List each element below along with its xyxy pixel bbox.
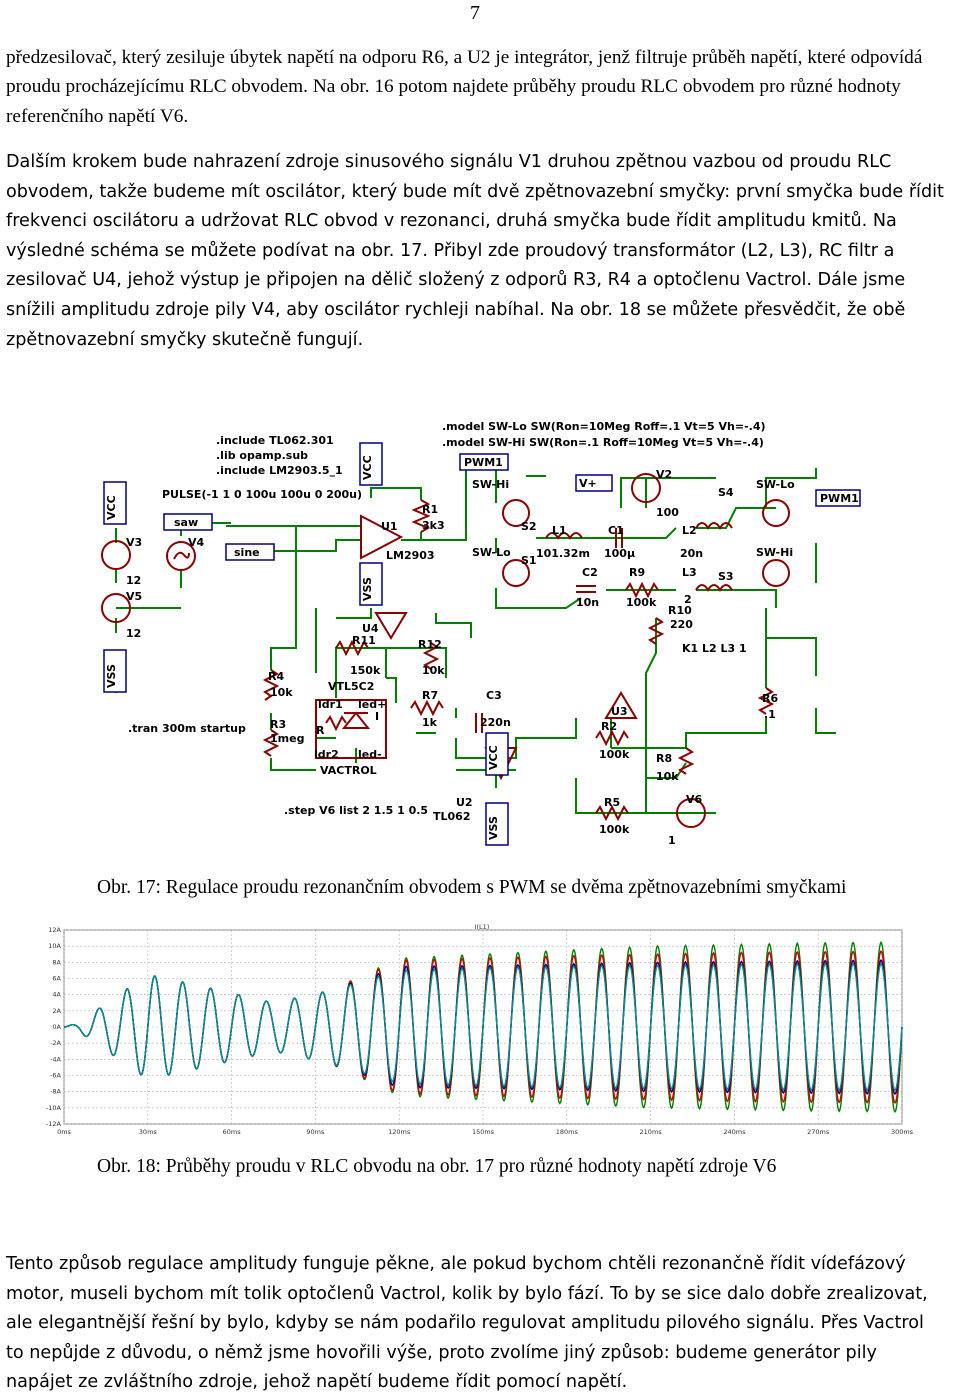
r1-label: R1 <box>422 503 439 516</box>
pwm1-net-label-top: PWM1 <box>464 456 503 469</box>
v4-label: V4 <box>188 536 205 549</box>
sw-lo-label-left: SW-Lo <box>472 546 511 559</box>
v6-value: 1 <box>668 834 676 847</box>
sw-hi-label-right: SW-Hi <box>756 546 794 559</box>
l2-value: 20n <box>680 547 704 560</box>
ldr1-label: ldr1 <box>318 698 343 711</box>
y-tick-label: 0A <box>52 1023 61 1031</box>
sw-lo-label-right: SW-Lo <box>756 478 795 491</box>
x-tick-label: 300ms <box>890 1128 914 1136</box>
coupling-directive: K1 L2 L3 1 <box>682 642 747 655</box>
u1-part: LM2903 <box>386 549 435 562</box>
c3-value: 220n <box>480 716 511 729</box>
r10-value: 220 <box>670 618 693 631</box>
vactrol-r-label: R <box>316 724 325 737</box>
v2-label: V2 <box>656 468 673 481</box>
figure-18-caption: Obr. 18: Průběhy proudu v RLC obvodu na obr. 17 pro různé hodnoty napětí zdroje V6 <box>97 1156 777 1177</box>
v3-value: 12 <box>126 574 142 587</box>
s4-label: S4 <box>718 486 734 499</box>
y-tick-label: -10A <box>45 1103 61 1112</box>
y-tick-label: 8A <box>52 958 61 967</box>
r6-value: .1 <box>764 708 776 721</box>
s1-label: S1 <box>521 554 537 567</box>
l3-label: L3 <box>682 566 697 579</box>
vactrol-i-label: I <box>375 710 380 723</box>
vactrol-label: VACTROL <box>320 764 377 777</box>
u2-label: U2 <box>456 796 473 809</box>
sw-hi-label-left: SW-Hi <box>472 478 510 491</box>
r5-label: R5 <box>604 796 621 809</box>
v2-value: 100 <box>656 506 679 519</box>
vcc-flag-left: VCC <box>105 495 118 520</box>
page-number: 7 <box>470 2 480 24</box>
r11-value: 150k <box>350 664 381 677</box>
r8-label: R8 <box>656 752 673 765</box>
r12-value: 10k <box>422 664 445 677</box>
x-tick-label: 240ms <box>723 1128 746 1136</box>
y-tick-label: 6A <box>52 974 61 983</box>
c2-value: 10n <box>576 596 600 609</box>
r1-value: 3k3 <box>422 519 445 532</box>
x-tick-label: 0ms <box>57 1128 71 1136</box>
r4-value: 10k <box>270 686 293 699</box>
y-tick-label: -4A <box>50 1055 61 1064</box>
c1-label: C1 <box>608 524 624 537</box>
x-tick-label: 210ms <box>639 1128 662 1136</box>
vtl5c2-label: VTL5C2 <box>328 680 375 693</box>
chart-title: I(L1) <box>474 923 490 931</box>
saw-net-label: saw <box>174 516 199 529</box>
model-sw-hi-directive: .model SW-Hi SW(Ron=.1 Roff=10Meg Vt=5 Vh=-.4) <box>442 436 764 449</box>
pwm1-net-label-right: PWM1 <box>820 492 859 505</box>
r3-value: 1meg <box>270 732 305 745</box>
tran-directive: .tran 300m startup <box>128 722 246 735</box>
y-tick-label: 4A <box>52 990 61 999</box>
y-tick-label: -2A <box>50 1039 61 1048</box>
y-tick-label: -12A <box>45 1120 61 1128</box>
r8-value: 10k <box>656 770 679 783</box>
model-sw-lo-directive: .model SW-Lo SW(Ron=10Meg Roff=.1 Vt=5 Vh=-.4) <box>442 420 766 433</box>
vcc-flag-u2: VCC <box>487 745 500 770</box>
x-tick-label: 90ms <box>306 1128 325 1136</box>
l3-value: 2 <box>684 593 692 606</box>
paragraph-figure-17-intro: Dalším krokem bude nahrazení zdroje sinusového signálu V1 druhou zpětnou vazbou od proudu RLC obvodem, takže budeme mít oscilátor, který bude mít dvě zpětnovazební smyčky: první smyčka bude řídit frekvenci oscilátoru a udržovat RLC obvod v rezonanci, druhá smyčka bude řídit amplitudu kmitů. Na výsledné schéma se můžete podívat na obr. 17. Přibyl zde proudový transformátor (L2, L3), RC filtr a zesilovač U4, jehož výstup je připojen na dělič složený z odporů R3, R4 a optočlenu Vactrol. Dále jsme snížili amplitudu zdroje pily V4, aby oscilátor rychleji nabíhal. Na obr. 18 se můžete přesvědčit, že obě zpětnovazební smyčky skutečně fungují. <box>6 152 944 350</box>
sine-net-label: sine <box>234 546 260 559</box>
r4-label: R4 <box>268 670 285 683</box>
r7-label: R7 <box>422 689 439 702</box>
schematic-wires <box>116 468 836 813</box>
closing-paragraph: Tento způsob regulace amplitudy funguje pěkne, ale pokud bychom chtěli rezonančně řídit vídefázový motor, museli bychom mít tolik optočlenů Vactrol, kolik by bylo fází. To by se sice dalo dobře zrealizovat, ale elegantnější řešní by bylo, kdyby se nám podařilo regulovat amplitudu pilového signálu. Přes Vactrol to nepůjde z důvodu, o němž jsme hovořili výše, proto zvolíme jiný způsob: budeme generátor pily napájet ze zvláštního zdroje, jehož napětí budeme řídit pomocí napětí. <box>6 1254 928 1393</box>
r5-value: 100k <box>599 823 630 836</box>
u1-label: U1 <box>381 520 398 533</box>
c2-label: C2 <box>582 566 598 579</box>
x-tick-label: 60ms <box>222 1128 241 1136</box>
x-tick-label: 120ms <box>388 1128 411 1136</box>
r9-value: 100k <box>626 596 657 609</box>
r12-label: R12 <box>418 638 442 651</box>
v6-label: V6 <box>686 793 703 806</box>
vss-flag-u1: VSS <box>361 577 374 601</box>
y-tick-label: -8A <box>50 1087 61 1096</box>
include-tl062-directive: .include TL062.301 <box>216 434 334 447</box>
led-plus-label: led+ <box>358 698 387 711</box>
l2-label: L2 <box>682 524 697 537</box>
r11-label: R11 <box>352 634 376 647</box>
x-tick-label: 150ms <box>471 1128 495 1136</box>
r2-value: 100k <box>599 748 630 761</box>
v5-label: V5 <box>126 590 143 603</box>
ldr2-label: ldr2 <box>314 748 339 761</box>
y-tick-label: 12A <box>48 926 61 934</box>
include-lm2903-directive: .include LM2903.5_1 <box>216 464 343 477</box>
pulse-directive: PULSE(-1 1 0 100u 100u 0 200u) <box>162 488 363 501</box>
s2-label: S2 <box>521 520 537 533</box>
vss-flag-u2: VSS <box>487 816 500 840</box>
r3-label: R3 <box>270 718 287 731</box>
l1-value: 101.32m <box>536 547 590 560</box>
r10-label: R10 <box>668 604 692 617</box>
intro-paragraph: předzesilovač, který zesiluje úbytek napětí na odporu R6, a U2 je integrátor, jenž filtruje průběh napětí, které odpovídá proudu procházejícímu RLC obvodem. Na obr. 16 potom najdete průběhy proudu RLC obvodem pro různé hodnoty referenčního napětí V6. <box>6 47 923 127</box>
y-tick-label: 2A <box>52 1006 61 1015</box>
l1-label: L1 <box>552 524 567 537</box>
figure-17-caption: Obr. 17: Regulace proudu rezonančním obvodem s PWM se dvěma zpětnovazebními smyčkami <box>97 877 847 898</box>
x-tick-label: 270ms <box>807 1128 830 1136</box>
r7-value: 1k <box>422 716 437 729</box>
figure-18-chart <box>28 922 914 1140</box>
x-tick-label: 30ms <box>138 1128 157 1136</box>
u2-part: TL062 <box>433 810 471 823</box>
r9-label: R9 <box>629 566 646 579</box>
r2-label: R2 <box>601 720 618 733</box>
vplus-net-label: V+ <box>579 477 597 490</box>
v3-label: V3 <box>126 536 143 549</box>
y-tick-label: 10A <box>48 942 61 951</box>
c1-value: 100µ <box>604 547 636 560</box>
y-tick-label: -6A <box>50 1071 61 1080</box>
r6-label: R6 <box>762 692 779 705</box>
s3-label: S3 <box>718 570 734 583</box>
vcc-flag-u1: VCC <box>361 455 374 480</box>
v5-value: 12 <box>126 627 142 640</box>
step-directive: .step V6 list 2 1.5 1 0.5 <box>284 804 429 817</box>
lib-opamp-directive: .lib opamp.sub <box>216 449 309 462</box>
figure-17-schematic <box>76 418 886 860</box>
c3-label: C3 <box>486 689 502 702</box>
led-minus-label: led- <box>358 748 382 761</box>
vss-flag-left: VSS <box>105 664 118 688</box>
x-tick-label: 180ms <box>555 1128 578 1136</box>
u4-label: U4 <box>362 622 379 635</box>
u3-label: U3 <box>611 705 628 718</box>
